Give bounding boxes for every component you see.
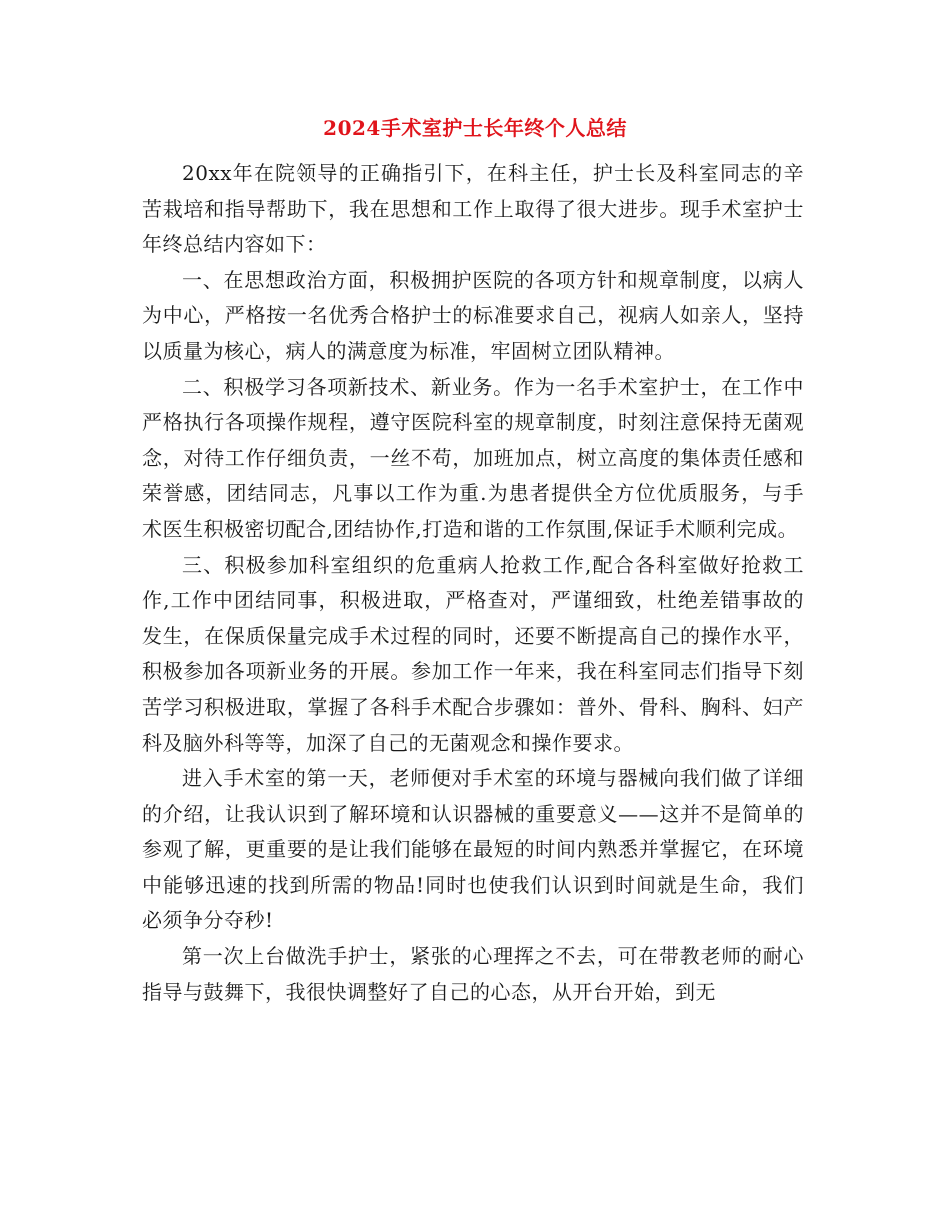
paragraph-intro: 20xx年在院领导的正确指引下，在科主任，护士长及科室同志的辛苦栽培和指导帮助下，我在思想和工作上取得了很大进步。现手术室护士年终总结内容如下： [142, 161, 804, 257]
paragraph-first-day: 进入手术室的第一天，老师便对手术室的环境与器械向我们做了详细的介绍，让我认识到了解环境和认识器械的重要意义——这并不是简单的参观了解，更重要的是让我们能够在最短的时间内熟悉并掌握它，在环境中能够迅速的找到所需的物品!同时也使我们认识到时间就是生命，我们必须争分夺秒! [142, 766, 804, 933]
paragraph-political: 一、在思想政治方面，积极拥护医院的各项方针和规章制度，以病人为中心，严格按一名优秀合格护士的标准要求自己，视病人如亲人，坚持以质量为核心，病人的满意度为标准，牢固树立团队精神。 [142, 267, 804, 363]
document-title: 2024手术室护士长年终个人总结 [323, 116, 627, 140]
paragraph-rescue-work: 三、积极参加科室组织的危重病人抢救工作,配合各科室做好抢救工作,工作中团结同事，积极进取，严格查对，严谨细致，杜绝差错事故的发生，在保质保量完成手术过程的同时，还要不断提高自己的操作水平，积极参加各项新业务的开展。参加工作一年来，我在科室同志们指导下刻苦学习积极进取，掌握了各科手术配合步骤如：普外、骨科、胸科、妇产科及脑外科等等，加深了自己的无菌观念和操作要求。 [142, 552, 804, 755]
paragraph-first-scrub: 第一次上台做洗手护士，紧张的心理挥之不去，可在带教老师的耐心指导与鼓舞下，我很快调整好了自己的心态，从开台开始，到无 [142, 944, 804, 1004]
paragraph-new-skills: 二、积极学习各项新技术、新业务。作为一名手术室护士，在工作中严格执行各项操作规程，遵守医院科室的规章制度，时刻注意保持无菌观念，对待工作仔细负责，一丝不苟，加班加点，树立高度的集体责任感和荣誉感，团结同志，凡事以工作为重.为患者提供全方位优质服务，与手术医生积极密切配合,团结协作,打造和谐的工作氛围,保证手术顺利完成。 [142, 374, 804, 541]
document-body [142, 156, 804, 1010]
